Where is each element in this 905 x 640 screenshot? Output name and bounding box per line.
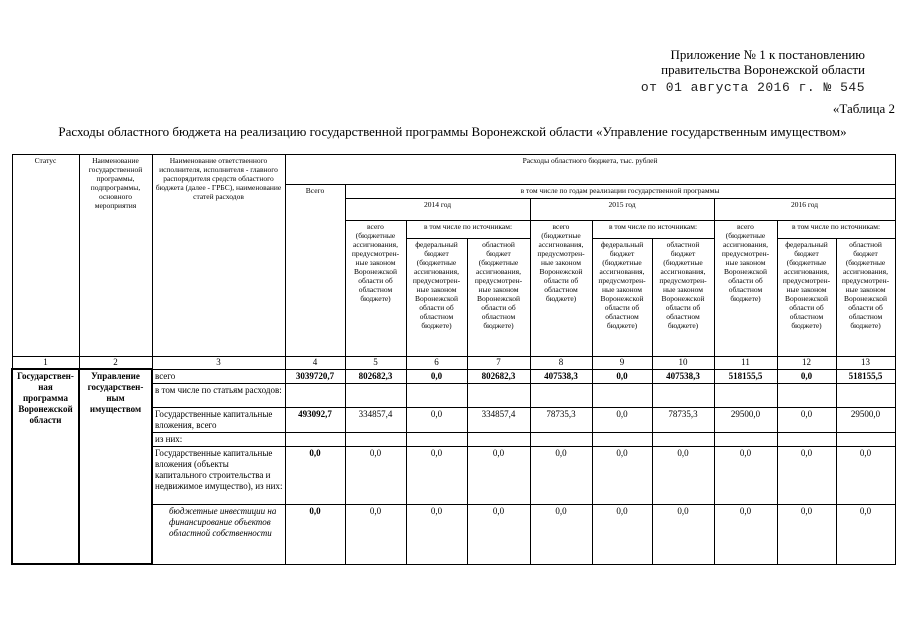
table-cell: 0,0 [836, 446, 895, 504]
header-expenses: Расходы областного бюджета, тыс. рублей [285, 155, 895, 185]
row-label-total: всего [152, 369, 285, 383]
header-all-2015: всего (бюджетные ассигнования, предусмотрен-ные законом Воронежской области об областном бюджете) [530, 221, 592, 357]
appendix-date-stamp: от 01 августа 2016 г. № 545 [640, 80, 865, 95]
table-cell: 0,0 [406, 504, 467, 564]
table-cell: 802682,3 [345, 369, 406, 383]
table-cell: 0,0 [777, 407, 836, 432]
col-number: 12 [777, 357, 836, 370]
header-name: Наименование государственной программы, подпрограммы, основного мероприятия [79, 155, 152, 357]
header-total: Всего [285, 185, 345, 357]
table-cell: 0,0 [285, 504, 345, 564]
table-cell: 0,0 [652, 446, 714, 504]
table-cell: 0,0 [285, 446, 345, 504]
col-number: 3 [152, 357, 285, 370]
header-sources-2014: в том числе по источникам: [406, 221, 530, 239]
table-cell: 3039720,7 [285, 369, 345, 383]
appendix-line-2: правительства Воронежской области [661, 62, 865, 77]
header-sources-2016: в том числе по источникам: [777, 221, 895, 239]
col-number: 4 [285, 357, 345, 370]
table-cell: 0,0 [652, 504, 714, 564]
header-all-2016: всего (бюджетные ассигнования, предусмотрен-ные законом Воронежской области об областном бюджете) [714, 221, 777, 357]
table-cell: 0,0 [592, 504, 652, 564]
table-cell: 0,0 [592, 369, 652, 383]
appendix-line-1: Приложение № 1 к постановлению [670, 47, 865, 62]
table-cell: 0,0 [592, 407, 652, 432]
col-number: 13 [836, 357, 895, 370]
col-number: 1 [12, 357, 79, 370]
header-regional-2016: областной бюджет (бюджетные ассигнования, предусмотрен-ные законом Воронежской области об областном бюджете) [836, 239, 895, 357]
col-number: 6 [406, 357, 467, 370]
table-cell: 0,0 [714, 504, 777, 564]
table-cell: 0,0 [467, 446, 530, 504]
header-status: Статус [12, 155, 79, 357]
table-cell: 334857,4 [467, 407, 530, 432]
header-year-2014: 2014 год [345, 199, 530, 221]
table-cell: 0,0 [592, 446, 652, 504]
row-program-name: Управление государствен-ным имуществом [79, 369, 152, 564]
header-sources-2015: в том числе по источникам: [592, 221, 714, 239]
header-by-years: в том числе по годам реализации государственной программы [345, 185, 895, 199]
table-cell: 0,0 [467, 504, 530, 564]
row-label-capital-investments: Государственные капитальные вложения, всего [152, 407, 285, 432]
col-number: 2 [79, 357, 152, 370]
budget-table [11, 154, 896, 565]
table-cell: 493092,7 [285, 407, 345, 432]
table-cell: 0,0 [530, 504, 592, 564]
col-number: 11 [714, 357, 777, 370]
table-cell: 0,0 [406, 407, 467, 432]
header-executor: Наименование ответственного исполнителя, исполнителя - главного распорядителя средств областного бюджета (далее - ГРБС), наименование статей расходов [152, 155, 285, 357]
table-cell: 78735,3 [652, 407, 714, 432]
header-federal-2016: федеральный бюджет (бюджетные ассигнования, предусмотрен-ные законом Воронежской области об областном бюджете) [777, 239, 836, 357]
table-cell: 0,0 [345, 446, 406, 504]
table-cell: 0,0 [777, 504, 836, 564]
header-year-2015: 2015 год [530, 199, 714, 221]
table-cell: 0,0 [406, 369, 467, 383]
table-cell: 334857,4 [345, 407, 406, 432]
col-number: 7 [467, 357, 530, 370]
table-cell: 0,0 [777, 369, 836, 383]
col-number: 5 [345, 357, 406, 370]
row-status: Государствен-ная программа Воронежской области [12, 369, 79, 564]
table-cell: 0,0 [714, 446, 777, 504]
row-label-of-them: из них: [152, 432, 285, 446]
header-federal-2014: федеральный бюджет (бюджетные ассигнования, предусмотрен-ные законом Воронежской области об областном бюджете) [406, 239, 467, 357]
table-number: «Таблица 2 [832, 101, 895, 116]
table-cell: 407538,3 [652, 369, 714, 383]
document-title: Расходы областного бюджета на реализацию государственной программы Воронежской области «Управление государственным имуществом» [58, 124, 847, 139]
row-label-budget-investments: бюджетные инвестиции на финансирование объектов областной собственности [152, 504, 285, 564]
table-cell: 407538,3 [530, 369, 592, 383]
table-cell: 518155,5 [836, 369, 895, 383]
header-federal-2015: федеральный бюджет (бюджетные ассигнования, предусмотрен-ные законом Воронежской области об областном бюджете) [592, 239, 652, 357]
header-year-2016: 2016 год [714, 199, 895, 221]
table-cell: 518155,5 [714, 369, 777, 383]
table-cell: 29500,0 [836, 407, 895, 432]
table-cell: 0,0 [530, 446, 592, 504]
col-number: 9 [592, 357, 652, 370]
header-all-2014: всего (бюджетные ассигнования, предусмотрен-ные законом Воронежской области об областном бюджете) [345, 221, 406, 357]
row-label-construction-objects: Государственные капитальные вложения (объекты капитального строительства и недвижимое имущество), из них: [152, 446, 285, 504]
row-label-by-articles: в том числе по статьям расходов: [152, 383, 285, 407]
col-number: 8 [530, 357, 592, 370]
table-cell: 0,0 [777, 446, 836, 504]
header-regional-2015: областной бюджет (бюджетные ассигнования, предусмотрен-ные законом Воронежской области об областном бюджете) [652, 239, 714, 357]
table-cell: 0,0 [406, 446, 467, 504]
table-cell: 78735,3 [530, 407, 592, 432]
table-cell: 0,0 [836, 504, 895, 564]
table-cell: 0,0 [345, 504, 406, 564]
table-cell: 29500,0 [714, 407, 777, 432]
table-cell: 802682,3 [467, 369, 530, 383]
header-regional-2014: областной бюджет (бюджетные ассигнования, предусмотрен-ные законом Воронежской области об областном бюджете) [467, 239, 530, 357]
col-number: 10 [652, 357, 714, 370]
